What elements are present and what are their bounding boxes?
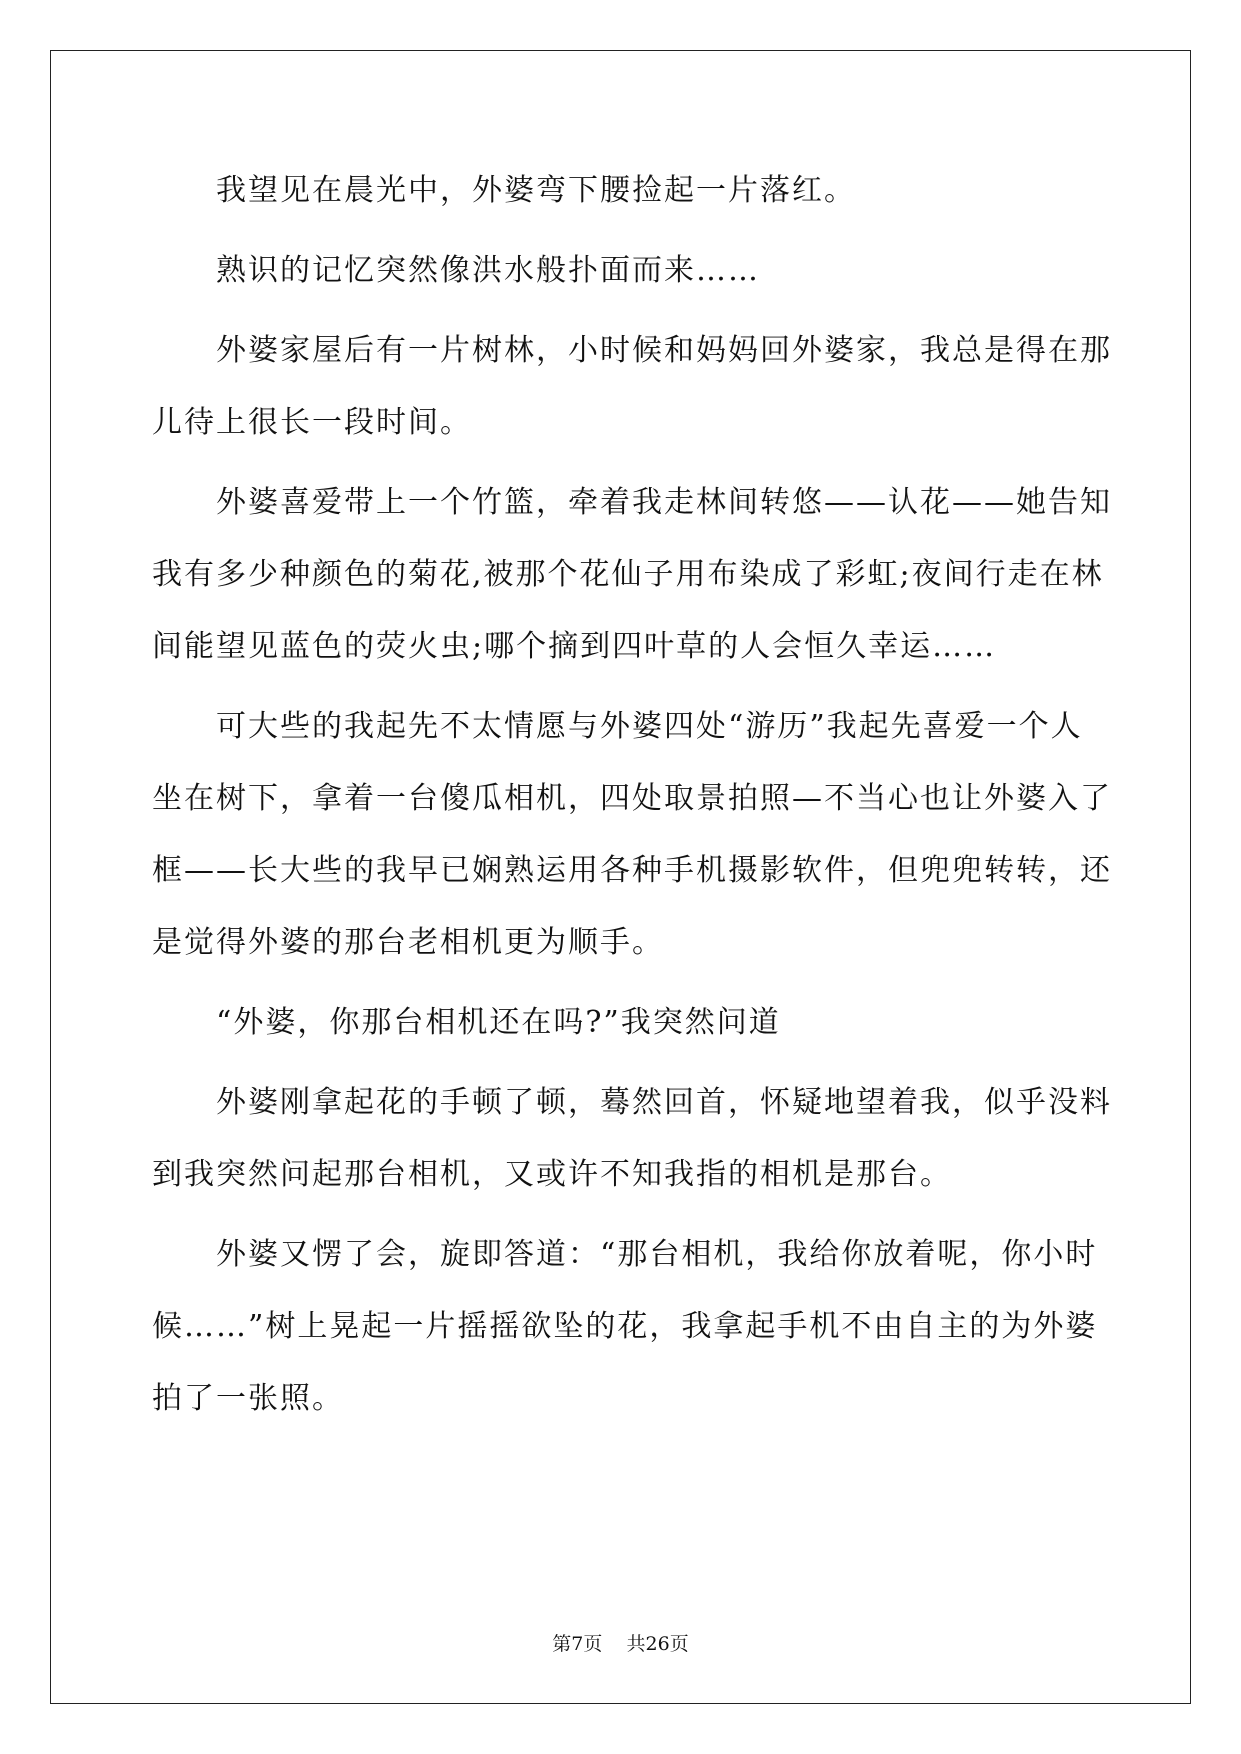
text-line: 拍了一张照。 [152, 1381, 344, 1416]
text-line: “外婆，你那台相机还在吗?”我突然问道 [216, 1005, 781, 1040]
text-line: 框——长大些的我早已娴熟运用各种手机摄影软件，但兜兜转转，还 [152, 853, 1112, 888]
page-total: 共26页 [626, 1633, 689, 1655]
text-line: 外婆喜爱带上一个竹篮，牵着我走林间转悠——认花——她告知 [216, 485, 1112, 520]
text-line: 间能望见蓝色的荧火虫;哪个摘到四叶草的人会恒久幸运…… [152, 629, 997, 664]
text-line: 外婆家屋后有一片树林，小时候和妈妈回外婆家，我总是得在那 [216, 333, 1112, 368]
text-line: 坐在树下，拿着一台傻瓜相机，四处取景拍照—不当心也让外婆入了 [152, 781, 1112, 816]
text-line: 我望见在晨光中，外婆弯下腰捡起一片落红。 [216, 173, 856, 208]
text-line: 可大些的我起先不太情愿与外婆四处“游历”我起先喜爱一个人 [216, 709, 1083, 744]
text-line: 我有多少种颜色的菊花,被那个花仙子用布染成了彩虹;夜间行走在林 [152, 557, 1104, 592]
text-line: 儿待上很长一段时间。 [152, 405, 472, 440]
text-line: 外婆刚拿起花的手顿了顿，蓦然回首，怀疑地望着我，似乎没料 [216, 1085, 1112, 1120]
text-line: 熟识的记忆突然像洪水般扑面而来…… [216, 253, 760, 288]
text-line: 候……”树上晃起一片摇摇欲坠的花，我拿起手机不由自主的为外婆 [152, 1309, 1098, 1344]
page-footer [0, 1629, 1241, 1656]
page-current: 第7页 [552, 1633, 603, 1655]
text-line: 到我突然问起那台相机，又或许不知我指的相机是那台。 [152, 1157, 952, 1192]
text-line: 是觉得外婆的那台老相机更为顺手。 [152, 925, 664, 960]
text-line: 外婆又愣了会，旋即答道：“那台相机，我给你放着呢，你小时 [216, 1237, 1098, 1272]
